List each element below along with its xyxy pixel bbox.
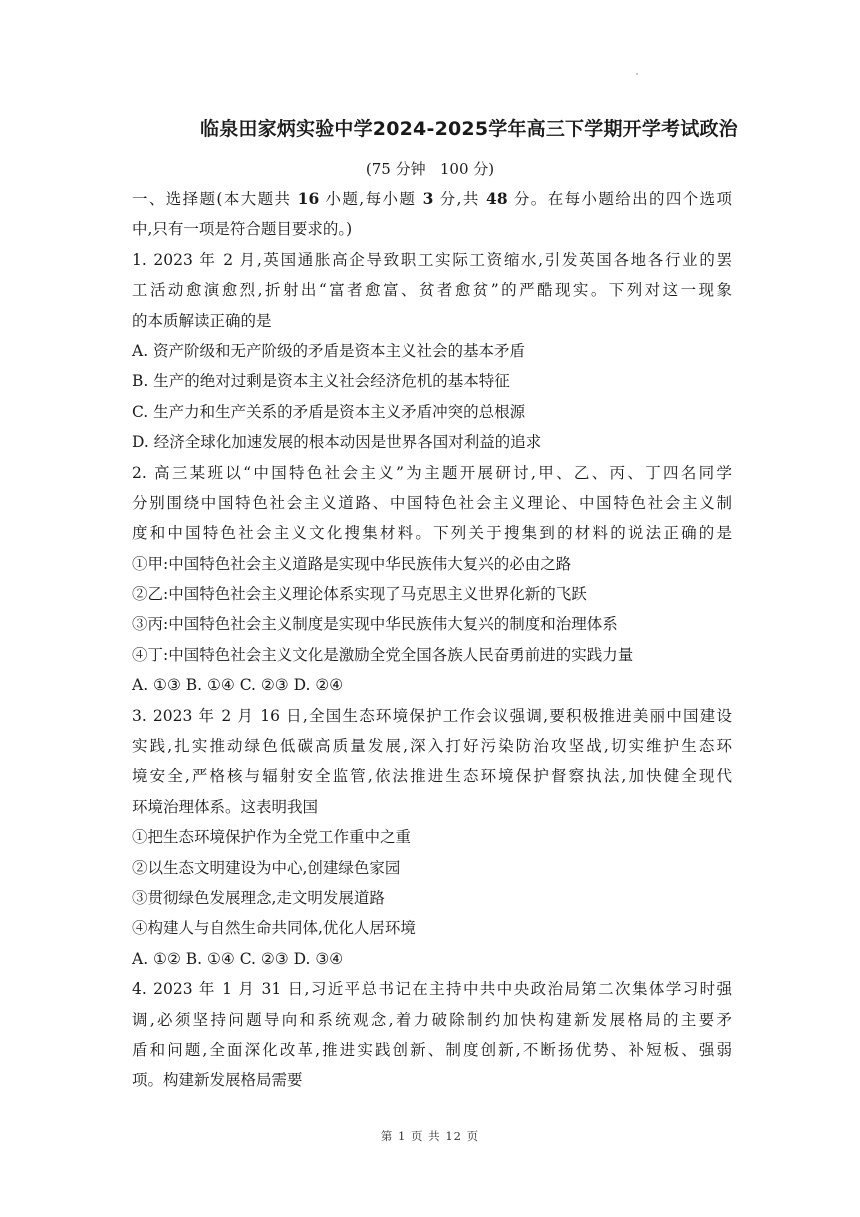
scan-artifact-dot bbox=[636, 73, 638, 75]
q3-stem-line: 环境治理体系。这表明我国 bbox=[132, 797, 319, 816]
instr-points-total: 48 bbox=[486, 189, 508, 208]
section-instructions-line-2: 中,只有一项是符合题目要求的。) bbox=[132, 220, 353, 239]
instr-points-each: 3 bbox=[422, 189, 434, 208]
q2-stem-line: 2. 高三某班以“中国特色社会主义”为主题开展研讨,甲、乙、丙、丁四名同学 bbox=[132, 463, 732, 482]
q2-stem-line: 分别围绕中国特色社会主义道路、中国特色社会主义理论、中国特色社会主义制 bbox=[132, 493, 732, 512]
instr-count-questions: 16 bbox=[297, 189, 320, 208]
q1-option-d: D. 经济全球化加速发展的根本动因是世界各国对利益的追求 bbox=[132, 433, 542, 452]
instr-text-c: 小题,每小题 bbox=[319, 190, 423, 208]
q4-stem-line: 4. 2023 年 1 月 31 日,习近平总书记在主持中共中央政治局第二次集体学习时强 bbox=[132, 980, 732, 999]
exam-duration-score: (75 分钟 100 分) bbox=[365, 160, 495, 178]
q4-stem-line: 项。构建新发展格局需要 bbox=[132, 1071, 303, 1090]
q3-item-3: ③贯彻绿色发展理念,走文明发展道路 bbox=[132, 888, 385, 907]
q1-stem-line: 工活动愈演愈烈,折射出“富者愈富、贫者愈贫”的严酷现实。下列对这一现象 bbox=[132, 281, 732, 300]
section-instructions-line-1 bbox=[132, 184, 732, 214]
exam-body bbox=[132, 184, 732, 1096]
q2-options: A. ①③ B. ①④ C. ②③ D. ②④ bbox=[132, 676, 344, 695]
q4-stem-line: 调,必须坚持问题导向和系统观念,着力破除制约加快构建新发展格局的主要矛 bbox=[132, 1010, 732, 1029]
page-title: 临泉田家炳实验中学2024-2025学年高三下学期开学考试政治 bbox=[200, 118, 738, 140]
q1-option-a: A. 资产阶级和无产阶级的矛盾是资本主义社会的基本矛盾 bbox=[132, 341, 526, 360]
q3-item-2: ②以生态文明建设为中心,创建绿色家园 bbox=[132, 858, 401, 877]
instr-text-g: 分。在每小题给出的四个选项 bbox=[507, 190, 732, 208]
q1-stem-line: 1. 2023 年 2 月,英国通胀高企导致职工实际工资缩水,引发英国各地各行业的罢 bbox=[132, 250, 732, 269]
q3-options: A. ①② B. ①④ C. ②③ D. ③④ bbox=[132, 949, 344, 968]
instr-text-a: 一、选择题(本大题共 bbox=[132, 190, 298, 208]
q1-option-c: C. 生产力和生产关系的矛盾是资本主义矛盾冲突的总根源 bbox=[132, 402, 526, 421]
q2-item-3: ③丙:中国特色社会主义制度是实现中华民族伟大复兴的制度和治理体系 bbox=[132, 615, 618, 634]
q2-item-1: ①甲:中国特色社会主义道路是实现中华民族伟大复兴的必由之路 bbox=[132, 554, 572, 573]
q4-stem-line: 盾和问题,全面深化改革,推进实践创新、制度创新,不断扬优势、补短板、强弱 bbox=[132, 1040, 732, 1059]
q2-item-4: ④丁:中国特色社会主义文化是激励全党全国各族人民奋勇前进的实践力量 bbox=[132, 645, 634, 664]
q2-item-2: ②乙:中国特色社会主义理论体系实现了马克思主义世界化新的飞跃 bbox=[132, 585, 587, 604]
q3-stem-line: 3. 2023 年 2 月 16 日,全国生态环境保护工作会议强调,要积极推进美丽中国建设 bbox=[132, 706, 732, 725]
q1-option-b: B. 生产的绝对过剩是资本主义社会经济危机的基本特征 bbox=[132, 372, 510, 391]
q3-stem-line: 实践,扎实推动绿色低碳高质量发展,深入打好污染防治攻坚战,切实维护生态环 bbox=[132, 737, 732, 756]
q1-stem-line: 的本质解读正确的是 bbox=[132, 311, 272, 330]
q3-stem-line: 境安全,严格核与辐射安全监管,依法推进生态环境保护督察执法,加快健全现代 bbox=[132, 767, 732, 786]
page-number-footer: 第 1 页 共 12 页 bbox=[380, 1129, 480, 1143]
q2-stem-line: 度和中国特色社会主义文化搜集材料。下列关于搜集到的材料的说法正确的是 bbox=[132, 524, 732, 543]
q3-item-4: ④构建人与自然生命共同体,优化人居环境 bbox=[132, 919, 416, 938]
q3-item-1: ①把生态环境保护作为全党工作重中之重 bbox=[132, 828, 412, 847]
instr-text-e: 分,共 bbox=[433, 190, 487, 208]
